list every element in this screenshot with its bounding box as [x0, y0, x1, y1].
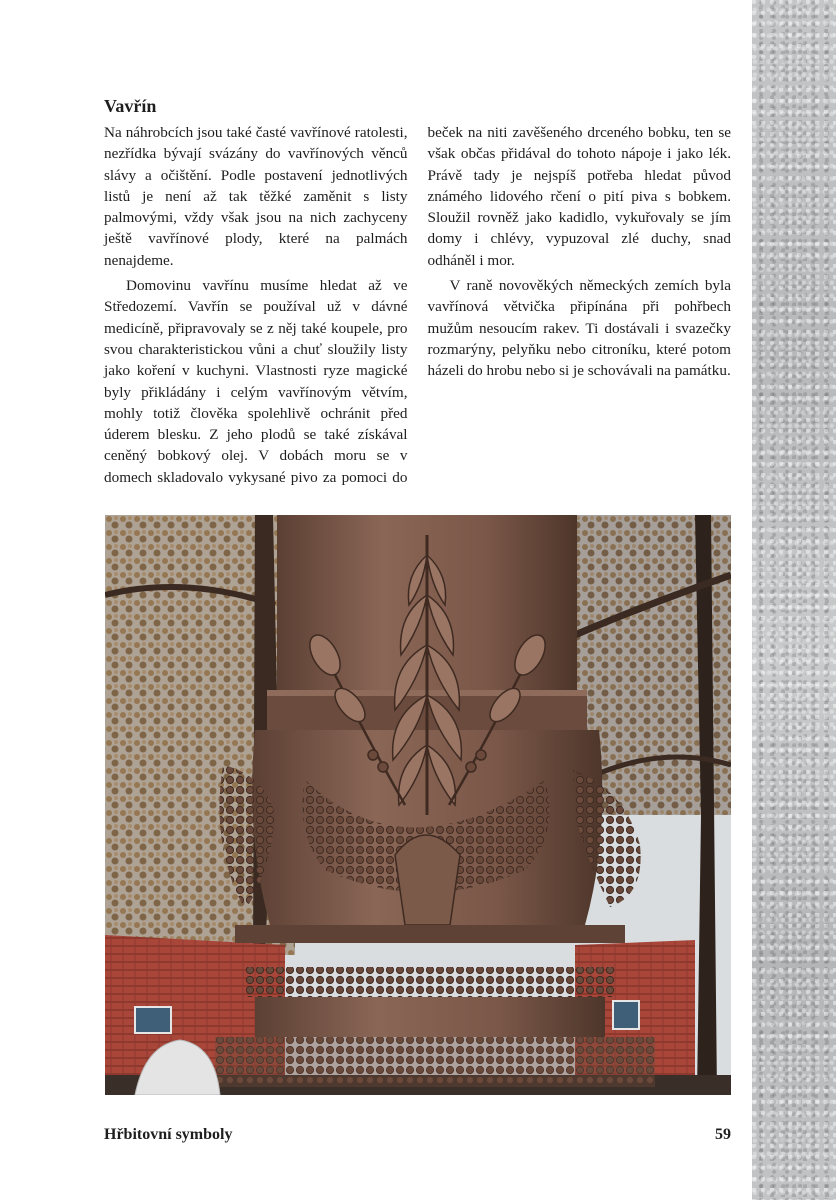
- body-text-columns: [104, 122, 731, 500]
- base-moulding-upper: [245, 967, 615, 997]
- section-heading: Vavřín: [104, 96, 157, 116]
- tombstone-column-photo: [105, 515, 731, 1095]
- page-number: 59: [715, 1126, 731, 1143]
- running-footer-title: Hřbitovní symboly: [104, 1126, 233, 1143]
- paragraph-2: Domovinu vavřínu musíme hledat až ve Středozemí. Vavřín se používal už v dávné medicíně, připravovaly se z něj také koupele, pro svou charakteristickou vůni a chuť sloužily listy jako koření v kuchyni. Vlastnosti ryze magické byly přikládány i celým vavřínovým větvím, mohly totiž člověka spolehlivě ochránit před úderem blesku. Z jeho plodů se také získával ceněný bobkový olej. V dobách moru se v domech skladovalo vykysané pivo za pomoci do beček na niti zavěšeného drceného bobku, ten se však občas přidával do tohoto nápoje i jako lék. Právě tady je nejspíš potřeba hledat původ známého lidového rčení o pití piva s bobkem. Sloužil rovněž jako kadidlo, vykuřovaly se jím domy i chlévy, vypuzoval zlé duchy, snad odháněl i mor.: [104, 124, 731, 486]
- paragraph-1: Na náhrobcích jsou také časté vavřínové ratolesti, nezřídka bývají svázány do vavřínových věnců slávy a očištění. Podle postavení jednotlivých listů je není až tak těžké zaměnit s listy palmovými, vždy však jsou na nich zachyceny ještě vavřínové plody, které na palmách nenajdeme.: [104, 124, 408, 269]
- marble-side-strip: [752, 0, 836, 1200]
- paragraph-3: V raně novověkých německých zemích byla vavřínová větvička připínána při pohřbech mužům nesoucím rakev. Ti dostávali i svazečky rozmarýny, pelyňku nebo citroníku, které potom házeli do hrobu nebo si je schovávali na památku.: [427, 277, 731, 380]
